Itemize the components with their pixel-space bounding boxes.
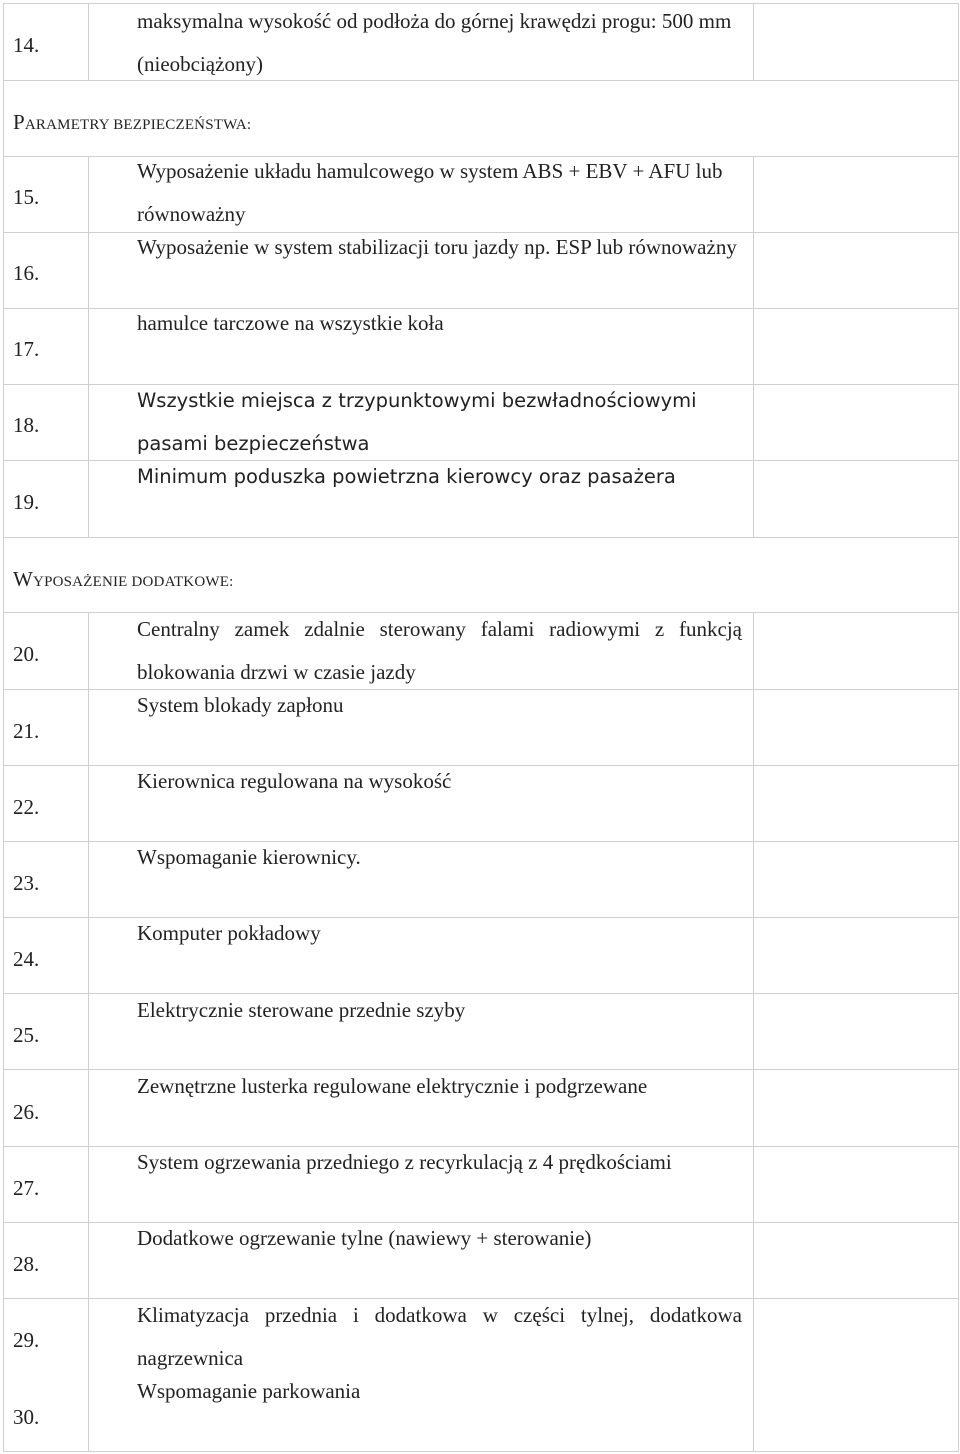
row-number: 22. [13, 795, 40, 819]
row-text: Minimum poduszka powietrzna kierowcy oraz pasażera [137, 465, 676, 488]
row-text: Wspomaganie kierownicy. [137, 845, 361, 869]
row-text: Wyposażenie w system stabilizacji toru jazdy np. ESP lub równoważny [137, 235, 737, 259]
row-text: Centralny zamek zdalnie sterowany falami radiowymi z funkcją blokowania drzwi w czasie jazdy [137, 617, 742, 684]
row-number: 20. [13, 642, 40, 666]
row-number: 30. [13, 1405, 40, 1429]
row-text: System blokady zapłonu [137, 693, 344, 717]
row-number: 21. [13, 719, 40, 743]
row-number: 19. [13, 490, 40, 514]
row-number: 29. [13, 1328, 40, 1352]
row-text: Dodatkowe ogrzewanie tylne (nawiewy + sterowanie) [137, 1226, 592, 1250]
row-text: Zewnętrzne lusterka regulowane elektrycznie i podgrzewane [137, 1074, 648, 1098]
row-number: 27. [13, 1176, 40, 1200]
row-number: 16. [13, 261, 40, 285]
row-number: 25. [13, 1023, 40, 1047]
row-number: 14. [13, 33, 40, 57]
row-text: System ogrzewania przedniego z recyrkulacją z 4 prędkościami [137, 1150, 672, 1174]
row-text: maksymalna wysokość od podłoża do górnej krawędzi progu: 500 mm (nieobciążony) [137, 9, 732, 76]
row-number: 17. [13, 337, 40, 361]
row-number: 15. [13, 185, 40, 209]
row-text: Wspomaganie parkowania [137, 1379, 361, 1403]
row-text: Wszystkie miejsca z trzypunktowymi bezwładnościowymi pasami bezpieczeństwa [137, 389, 697, 455]
row-text: Kierownica regulowana na wysokość [137, 769, 452, 793]
row-text: hamulce tarczowe na wszystkie koła [137, 311, 444, 335]
row-number: 23. [13, 871, 40, 895]
section-heading-equipment: WYPOSAŻENIE DODATKOWE: [13, 567, 234, 591]
row-text: Komputer pokładowy [137, 921, 321, 945]
row-number: 28. [13, 1252, 40, 1276]
row-number: 26. [13, 1100, 40, 1124]
section-heading-safety: PARAMETRY BEZPIECZEŃSTWA: [13, 110, 252, 134]
row-text: Klimatyzacja przednia i dodatkowa w części tylnej, dodatkowa nagrzewnica [137, 1303, 742, 1370]
row-text: Elektrycznie sterowane przednie szyby [137, 998, 466, 1022]
row-text: Wyposażenie układu hamulcowego w system ABS + EBV + AFU lub równoważny [137, 159, 723, 226]
row-number: 24. [13, 947, 40, 971]
row-number: 18. [13, 413, 40, 437]
